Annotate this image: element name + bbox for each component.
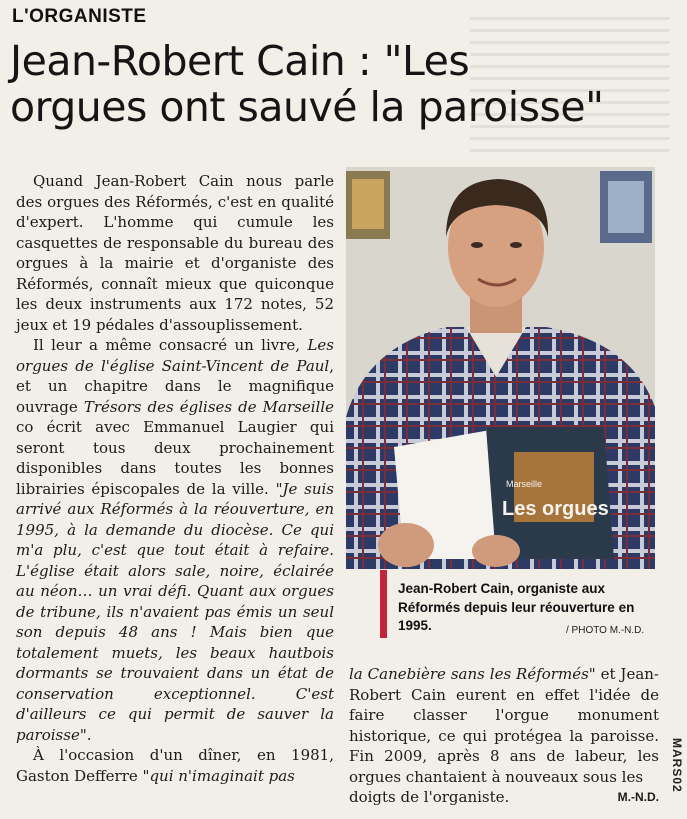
p2-text-e: co écrit avec Emmanuel Laugier qui seront tous deux prochainement disponibles dans toutes les bonnes librairies épiscopales de la ville.: [16, 418, 334, 498]
quote-cain: "Je suis arrivé aux Réformés à la réouverture, en 1995, à la demande du diocèse. Ce qui m'a plu, c'est que tout était à refaire. L'église était alors sale, noire, éclairée au néon… un vrai défi. Quant aux orgues de tribune, ils n'avaient pas émis un seul son depuis 48 ans ! Mais bien que totalement muets, les beaux hautbois dormants se trouvaient dans un état de conservation exceptionnel. C'est d'ailleurs ce qui permit de sauver la paroisse".: [16, 479, 334, 744]
p4-text-b: et Jean-Robert Cain eurent en effet l'idée de faire classer l'orgue monument historique, ce qui protégea la paroisse. Fin 2009, après 8 ans de labeur, les orgues chantaient à nouveaux sous les: [349, 665, 659, 786]
article-column-left: [16, 171, 334, 786]
article-column-right: [349, 664, 659, 808]
portrait-illustration: [346, 167, 655, 569]
headline: [10, 38, 670, 130]
paragraph-1: Quand Jean-Robert Cain nous parle des orgues des Réformés, c'est en qualité d'expert. L'homme qui cumule les casquettes de responsable du bureau des orgues à la mairie et d'organiste des Réformés, connaît mieux que quiconque les deux instruments aux 172 notes, 52 jeux et 19 pédales d'assouplissement.: [16, 172, 334, 334]
p3-text-a: À l'occasion d'un dîner, en 1981, Gaston Defferre: [16, 746, 334, 785]
archive-stamp: MARS02: [670, 738, 684, 793]
p2-text-c: , et un chapitre dans le magnifique ouvrage: [16, 356, 334, 416]
photo-credit: / PHOTO M.-N.D.: [566, 625, 645, 636]
p4-last-line: doigts de l'organiste.: [349, 788, 510, 806]
book-title-orgues: Les orgues de l'église Saint-Vincent de Paul: [16, 336, 334, 375]
article-ending: [349, 787, 659, 808]
paragraph-3: [16, 745, 334, 786]
book-title-tresors: Trésors des églises de Marseille: [83, 397, 334, 416]
paragraph-4: [349, 664, 659, 787]
photo-caption: Jean-Robert Cain, organiste aux Réformés depuis leur réouverture en 1995.: [398, 581, 635, 633]
book-cover-title: Les orgues: [502, 498, 609, 520]
headline-line-1: Jean-Robert Cain : "Les: [10, 37, 470, 85]
section-rubric: L'ORGANISTE: [12, 6, 147, 27]
caption-accent-bar: [380, 570, 387, 638]
paragraph-2: [16, 335, 334, 745]
quote-defferre-end: la Canebière sans les Réformés": [349, 665, 596, 683]
portrait-photo: [346, 167, 655, 569]
quote-defferre-start: "qui n'imaginait pas: [142, 766, 295, 785]
book-cover-top: Marseille: [506, 479, 543, 489]
headline-line-2: orgues ont sauvé la paroisse": [10, 83, 604, 131]
author-signature: M.-N.D.: [617, 790, 659, 804]
p2-text-a: Il leur a même consacré un livre,: [33, 336, 308, 354]
